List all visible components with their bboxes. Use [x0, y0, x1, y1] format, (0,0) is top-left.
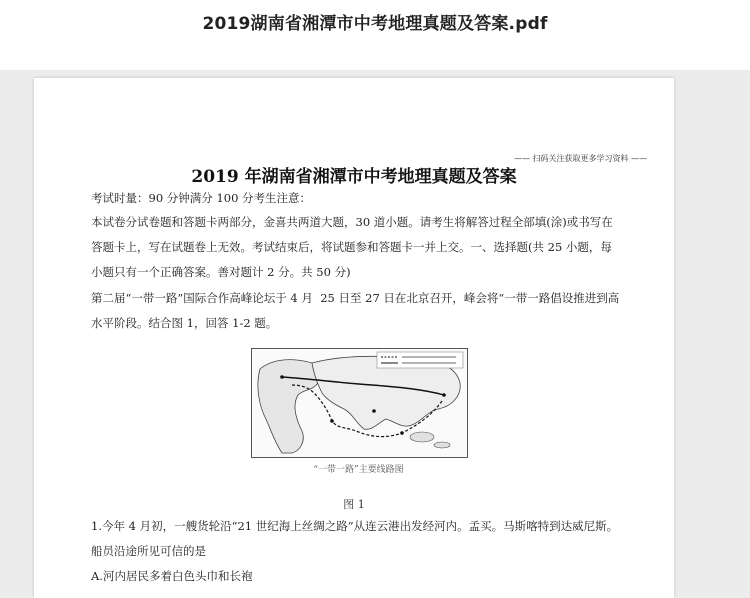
city-dot — [330, 419, 334, 423]
file-title: 2019湖南省湘潭市中考地理真题及答案.pdf — [202, 14, 548, 34]
city-dot — [400, 431, 404, 435]
map-graphic — [252, 349, 467, 457]
exam-info: 考试时量：90 分钟满分 100 分考生注意： — [91, 191, 312, 205]
map-caption: “一带一路”主要线路图 — [313, 465, 404, 475]
island-shape — [434, 442, 450, 448]
exam-instructions: 本试卷分试卷题和答题卡两部分，金喜共两道大题，30 道小题。请考生将解答过程全部填(涂)或书写在答题卡上，写在试题卷上无效。考试结束后，将试题参和答题卡一并上交。一、选择题(共 25 小题，每小题只有一个正确答案。善对题计 2 分。共 50 分) — [91, 215, 613, 279]
question-1-option-a: A.河内居民多着白色头巾和长袍 — [91, 569, 253, 583]
city-dot — [372, 409, 376, 413]
question-1: 1.今年 4 月初，一艘货轮沿“21 世纪海上丝绸之路”从连云港出发经河内。孟买。马斯喀特到达威尼斯。船员沿途所见可信的是 — [91, 519, 619, 558]
intro-paragraph: 第二届“一带一路”国际合作高峰论坛于 4 月 25 日至 27 日在北京召开，峰会将“一带一路倡设推进到高水平阶段。结合图 1，回答 1-2 题。 — [91, 291, 620, 330]
viewer-titlebar — [0, 0, 750, 70]
city-dot — [442, 393, 446, 397]
island-shape — [410, 432, 434, 442]
document-title: 2019 年湖南省湘潭市中考地理真题及答案 — [191, 167, 517, 187]
document-page — [34, 78, 674, 598]
qr-hint: —— 扫码关注获取更多学习资料 —— — [514, 154, 648, 163]
map-legend — [377, 352, 463, 368]
city-dot — [280, 375, 284, 379]
figure-label: 图 1 — [343, 498, 365, 511]
africa-europe-landmass — [258, 360, 321, 453]
belt-road-map — [251, 348, 468, 458]
